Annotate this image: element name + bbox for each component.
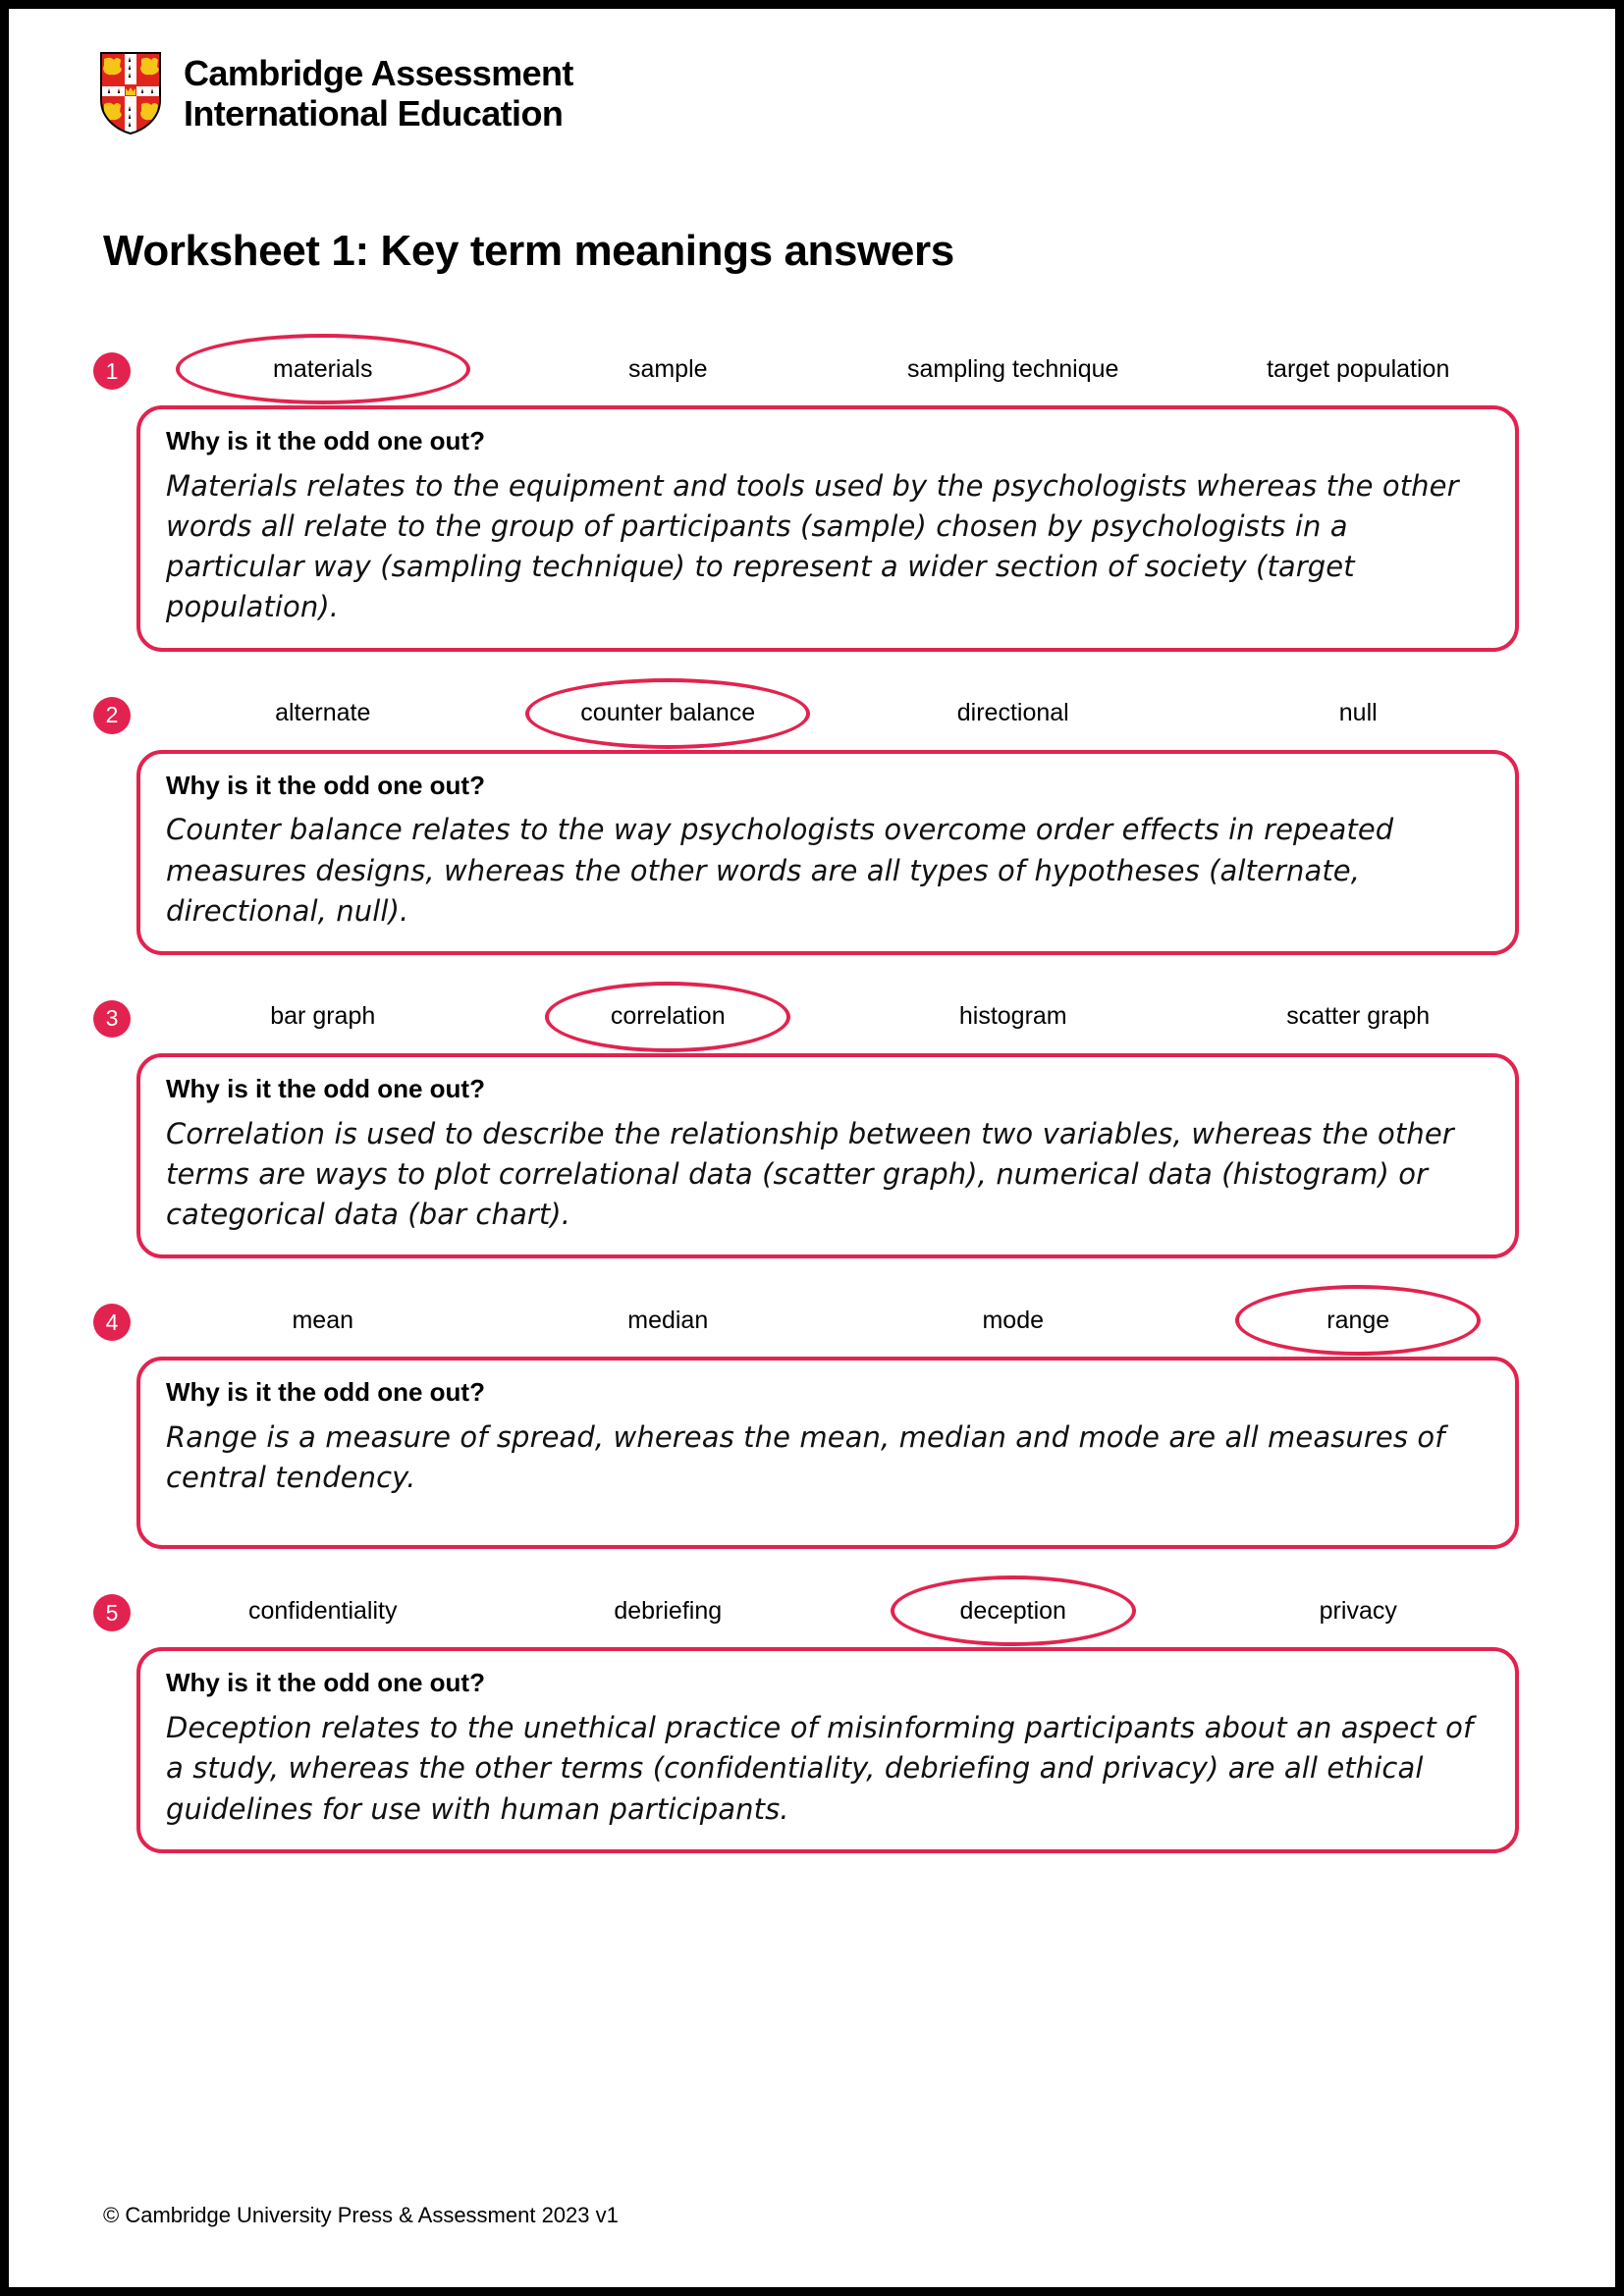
term-label: counter balance xyxy=(580,699,756,727)
terms-row xyxy=(93,1575,1531,1647)
term-label: median xyxy=(627,1306,709,1334)
answer-prompt: Why is it the odd one out? xyxy=(166,1073,485,1103)
answer-box xyxy=(136,1357,1519,1549)
term-label: target population xyxy=(1267,354,1450,383)
term-label: deception xyxy=(959,1596,1066,1625)
terms-row xyxy=(93,677,1531,750)
term-option[interactable] xyxy=(1186,1308,1532,1333)
term-label: correlation xyxy=(610,1002,726,1031)
terms-group xyxy=(150,981,1531,1053)
term-label: bar graph xyxy=(270,1002,376,1031)
terms-row xyxy=(93,333,1531,405)
term-label: range xyxy=(1326,1306,1390,1334)
logo-line-1: Cambridge Assessment xyxy=(184,52,573,93)
question-block xyxy=(9,1575,1615,1852)
question-number-badge: 4 xyxy=(93,1304,131,1341)
term-option[interactable] xyxy=(150,1308,496,1333)
question-number-badge: 5 xyxy=(93,1594,131,1631)
question-number-badge: 1 xyxy=(93,352,131,390)
answer-text: Deception relates to the unethical practice of misinforming participants about an aspect of a study, whereas the other terms (confidentiality, debriefing and privacy) are all ethical guidelines for use with human participants. xyxy=(166,1711,1474,1826)
term-option[interactable] xyxy=(150,354,496,383)
term-label: debriefing xyxy=(614,1596,723,1625)
answer-prompt: Why is it the odd one out? xyxy=(166,1377,485,1408)
term-label: privacy xyxy=(1319,1596,1397,1625)
answer-text: Counter balance relates to the way psychologists overcome order effects in repeated measures designs, whereas the other words are all types of hypotheses (alternate, directional, null). xyxy=(166,813,1394,928)
answer-text: Correlation is used to describe the relationship between two variables, whereas the other terms are ways to plot correlational data (scatter graph), numerical data (histogram) or categorical data (bar chart). xyxy=(166,1116,1454,1232)
answer-prompt: Why is it the odd one out? xyxy=(166,426,485,455)
term-option[interactable] xyxy=(840,1596,1186,1625)
answer-box xyxy=(136,1647,1519,1852)
term-option[interactable] xyxy=(496,1596,841,1625)
term-label: scatter graph xyxy=(1286,1002,1431,1031)
answer-box xyxy=(136,750,1519,955)
term-option[interactable] xyxy=(150,1004,496,1029)
terms-row xyxy=(93,981,1531,1053)
term-label: mode xyxy=(982,1306,1045,1334)
question-block xyxy=(9,1284,1615,1549)
question-block xyxy=(9,677,1615,955)
answer-prompt: Why is it the odd one out? xyxy=(166,770,485,800)
copyright-footer: © Cambridge University Press & Assessment 2023 v1 xyxy=(103,2203,619,2227)
logo-line-2: International Education xyxy=(184,92,564,133)
terms-group xyxy=(150,333,1531,405)
term-option[interactable] xyxy=(840,701,1186,725)
terms-row xyxy=(93,1284,1531,1357)
terms-group xyxy=(150,677,1531,750)
terms-group xyxy=(150,1575,1531,1647)
term-option[interactable] xyxy=(496,1004,841,1029)
answer-text: Materials relates to the equipment and tools used by the psychologists whereas the other words all relate to the group of participants (sample) chosen by psychologists in a particular way (sampling technique) to represent a wider section of society (target population). xyxy=(166,468,1459,624)
term-label: null xyxy=(1338,699,1378,727)
term-option[interactable] xyxy=(1186,1004,1532,1029)
question-number-badge: 3 xyxy=(93,1000,131,1038)
answer-text: Range is a measure of spread, whereas the mean, median and mode are all measures of central tendency. xyxy=(166,1420,1445,1495)
term-option[interactable] xyxy=(496,354,841,383)
term-label: materials xyxy=(273,354,373,383)
term-option[interactable] xyxy=(840,1308,1186,1333)
term-option[interactable] xyxy=(496,701,841,725)
term-label: directional xyxy=(956,699,1069,727)
term-option[interactable] xyxy=(840,354,1186,383)
terms-group xyxy=(150,1284,1531,1357)
answer-box xyxy=(136,1053,1519,1258)
answer-box xyxy=(136,405,1519,652)
term-option[interactable] xyxy=(1186,1596,1532,1625)
term-label: confidentiality xyxy=(248,1596,398,1625)
question-number-badge: 2 xyxy=(93,697,131,734)
term-option[interactable] xyxy=(840,1004,1186,1029)
term-option[interactable] xyxy=(150,1596,496,1625)
term-label: histogram xyxy=(958,1002,1067,1031)
answer-prompt: Why is it the odd one out? xyxy=(166,1668,485,1698)
term-option[interactable] xyxy=(496,1308,841,1333)
page-title: Worksheet 1: Key term meanings answers xyxy=(103,227,954,275)
cambridge-assessment-logo xyxy=(99,51,573,135)
question-block xyxy=(9,981,1615,1258)
questions-list xyxy=(9,333,1615,1879)
term-option[interactable] xyxy=(1186,701,1532,725)
term-option[interactable] xyxy=(1186,354,1532,383)
question-block xyxy=(9,333,1615,652)
term-label: sample xyxy=(627,354,708,383)
term-label: mean xyxy=(292,1306,354,1334)
term-label: sampling technique xyxy=(907,354,1119,383)
cambridge-shield-icon xyxy=(99,51,162,135)
term-label: alternate xyxy=(275,699,371,727)
term-option[interactable] xyxy=(150,701,496,725)
